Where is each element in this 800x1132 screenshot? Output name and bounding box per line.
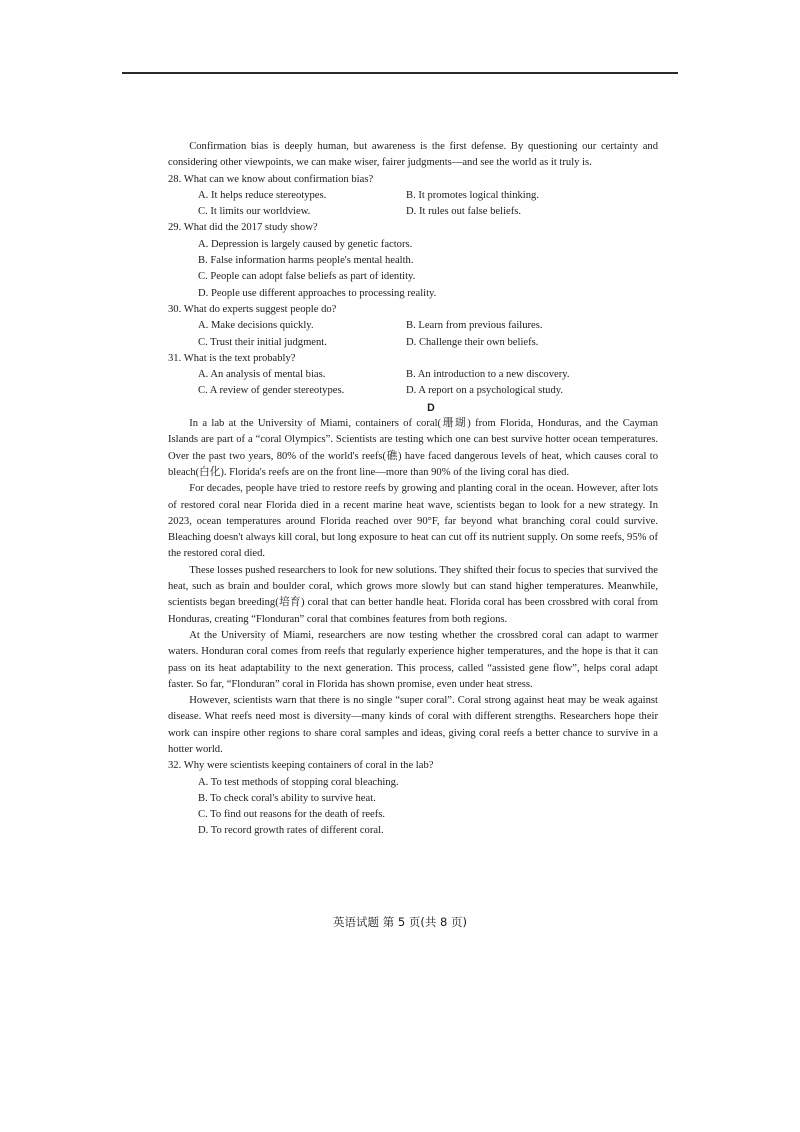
passage-d-paragraph: At the University of Miami, researchers are now testing whether the crossbred coral can adapt to warmer waters. Honduran coral comes from reefs that regularly experience higher temperatures, and the hope is that it can pass on its heat adaptability to the next generation. This process, called “assisted gene flow”, helps coral adapt faster. So far, “Flonduran” coral in Florida has shown promise, even under heat stress. — [168, 629, 658, 690]
page-content — [168, 139, 658, 840]
option-a: A. It helps reduce stereotypes. — [198, 189, 327, 201]
options — [168, 237, 658, 302]
option-c: C. A review of gender stereotypes. — [198, 385, 345, 397]
option-c: C. To find out reasons for the death of reefs. — [198, 809, 386, 821]
question-stem: 29. What did the 2017 study show? — [168, 222, 318, 234]
section-d-heading: D — [427, 401, 435, 414]
question-stem: 28. What can we know about confirmation bias? — [168, 173, 374, 185]
passage-d-paragraph: However, scientists warn that there is no single “super coral”. Coral strong against heat may be weak against disease. What reefs need most is diversity—many kinds of coral with different strengths. Researchers hope their work can inspire other regions to share coral samples and ideas, giving coral reefs a better chance to survive in a hotter world. — [168, 695, 658, 755]
option-b: B. To check coral's ability to survive heat. — [198, 792, 376, 804]
option-d: D. It rules out false beliefs. — [406, 206, 522, 218]
header-rule — [122, 72, 678, 74]
question-stem: 32. Why were scientists keeping containers of coral in the lab? — [168, 760, 434, 772]
question-32 — [168, 758, 658, 839]
passage-d-paragraph: In a lab at the University of Miami, containers of coral(珊瑚) from Florida, Honduras, and the Cayman Islands are part of a “coral Olympics”. Scientists are testing which one can best survive hotter ocean temperatures. Over the past two years, 80% of the world's reefs(礁) have faced dangerous levels of heat, which causes coral to bleach(白化). Florida's reefs are on the front line—more than 90% of the living coral has died. — [168, 418, 658, 478]
intro-paragraph: Confirmation bias is deeply human, but awareness is the first defense. By questioning our certainty and considering other viewpoints, we can make wiser, fairer judgments—and see the world as it truly is. — [168, 141, 658, 169]
option-d: D. Challenge their own beliefs. — [406, 336, 539, 348]
options — [168, 775, 658, 840]
options — [168, 188, 658, 221]
question-31 — [168, 351, 658, 400]
option-a: A. An analysis of mental bias. — [198, 369, 326, 381]
option-c: C. It limits our worldview. — [198, 206, 311, 218]
option-c: C. People can adopt false beliefs as part of identity. — [198, 271, 416, 283]
option-b: B. False information harms people's mental health. — [198, 255, 414, 267]
question-30 — [168, 302, 658, 351]
option-c: C. Trust their initial judgment. — [198, 336, 327, 348]
question-28 — [168, 172, 658, 221]
options — [168, 367, 658, 400]
passage-d-paragraph: These losses pushed researchers to look for new solutions. They shifted their focus to species that survived the heat, such as brain and boulder coral, which grows more slowly but can stand higher temperatures. Meanwhile, scientists began breeding(培育) coral that can better handle heat. Florida coral has been crossbred with coral from Honduras, creating “Flonduran” coral that combines features from both regions. — [168, 564, 658, 625]
passage-d-paragraph: For decades, people have tried to restore reefs by growing and planting coral in the ocean. However, after lots of restored coral near Florida died in a recent marine heat wave, scientists began to look for a new strategy. In 2023, ocean temperatures around Florida reached over 90°F, far beyond what branching coral could survive. Bleaching doesn't always kill coral, but long exposure to heat can cut off its nutrient supply. On some reefs, 95% of the restored coral died. — [168, 483, 658, 560]
option-d: D. To record growth rates of different coral. — [198, 825, 384, 837]
page-footer: 英语试题 第 5 页(共 8 页) — [333, 915, 467, 929]
question-stem: 30. What do experts suggest people do? — [168, 303, 337, 315]
option-d: D. People use different approaches to processing reality. — [198, 287, 437, 299]
option-b: B. An introduction to a new discovery. — [406, 369, 570, 381]
option-a: A. To test methods of stopping coral bleaching. — [198, 776, 399, 788]
option-a: A. Depression is largely caused by genetic factors. — [198, 238, 413, 250]
question-29 — [168, 220, 658, 301]
options — [168, 318, 658, 351]
option-a: A. Make decisions quickly. — [198, 320, 314, 332]
option-d: D. A report on a psychological study. — [406, 385, 564, 397]
option-b: B. Learn from previous failures. — [406, 320, 543, 332]
option-b: B. It promotes logical thinking. — [406, 189, 539, 201]
question-stem: 31. What is the text probably? — [168, 352, 296, 364]
